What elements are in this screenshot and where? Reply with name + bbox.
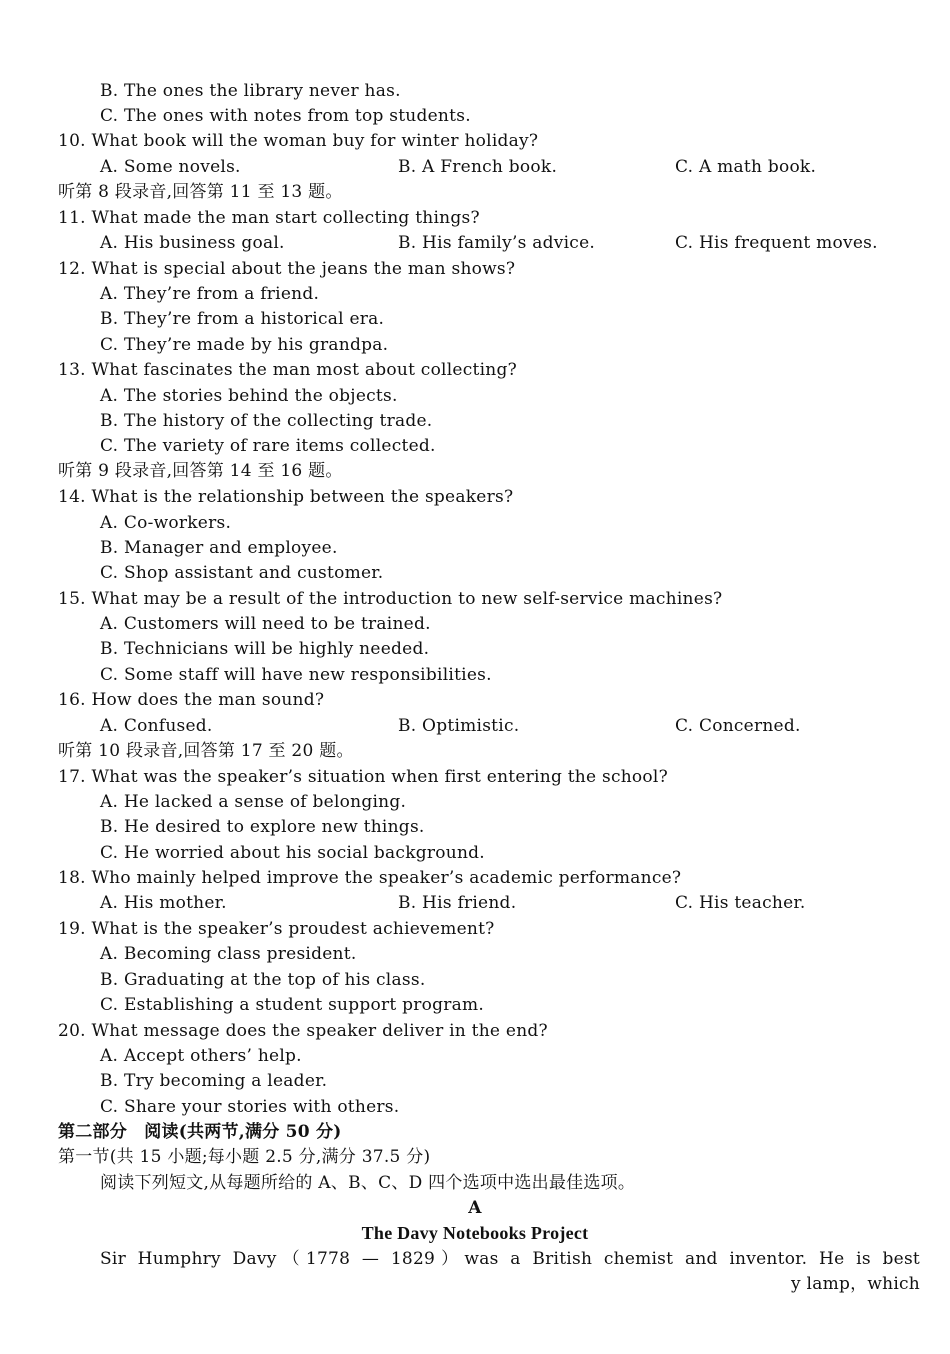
option-12a: A. They’re from a friend.	[100, 284, 320, 304]
question-20: 20. What message does the speaker deliver in the end?	[58, 1021, 548, 1041]
option-13b: B. The history of the collecting trade.	[100, 411, 433, 431]
option-20b: B. Try becoming a leader.	[100, 1071, 328, 1091]
option-14a: A. Co-workers.	[100, 513, 232, 533]
reading-instruction: 阅读下列短文,从每题所给的 A、B、C、D 四个选项中选出最佳选项。	[100, 1173, 636, 1193]
option-17c: C. He worried about his social background.	[100, 843, 485, 863]
passage-title: The Davy Notebooks Project	[361, 1223, 589, 1243]
part-two-heading: 第二部分 阅读(共两节,满分 50 分)	[58, 1122, 342, 1142]
option-13c: C. The variety of rare items collected.	[100, 436, 436, 456]
option-15b: B. Technicians will be highly needed.	[100, 639, 430, 659]
option-18c: C. His teacher.	[675, 893, 806, 913]
option-12c: C. They’re made by his grandpa.	[100, 335, 389, 355]
question-16: 16. How does the man sound?	[58, 690, 325, 710]
option-16b: B. Optimistic.	[398, 716, 520, 736]
section-instruction-10: 听第 10 段录音,回答第 17 至 20 题。	[58, 741, 354, 761]
option-16a: A. Confused.	[100, 716, 213, 736]
option-10a: A. Some novels.	[100, 157, 241, 177]
option-12b: B. They’re from a historical era.	[100, 309, 385, 329]
section-one-heading: 第一节(共 15 小题;每小题 2.5 分,满分 37.5 分)	[58, 1147, 431, 1167]
option-18a: A. His mother.	[100, 893, 227, 913]
option-18b: B. His friend.	[398, 893, 517, 913]
option-10b: B. A French book.	[398, 157, 558, 177]
option-20c: C. Share your stories with others.	[100, 1097, 400, 1117]
option-9b: B. The ones the library never has.	[100, 81, 401, 101]
passage-letter: A	[468, 1198, 482, 1218]
option-11c: C. His frequent moves.	[675, 233, 878, 253]
question-18: 18. Who mainly helped improve the speaker’s academic performance?	[58, 868, 682, 888]
option-13a: A. The stories behind the objects.	[100, 386, 398, 406]
option-20a: A. Accept others’ help.	[100, 1046, 302, 1066]
option-14c: C. Shop assistant and customer.	[100, 563, 384, 583]
question-11: 11. What made the man start collecting things?	[58, 208, 480, 228]
option-15c: C. Some staff will have new responsibilities.	[100, 665, 492, 685]
option-17b: B. He desired to explore new things.	[100, 817, 425, 837]
option-17a: A. He lacked a sense of belonging.	[100, 792, 407, 812]
option-11b: B. His family’s advice.	[398, 233, 596, 253]
option-14b: B. Manager and employee.	[100, 538, 338, 558]
option-16c: C. Concerned.	[675, 716, 801, 736]
passage-line-1: Sir Humphry Davy（1778 — 1829）was a British chemist and inventor. He is best	[100, 1249, 920, 1269]
question-17: 17. What was the speaker’s situation when first entering the school?	[58, 767, 668, 787]
question-10: 10. What book will the woman buy for winter holiday?	[58, 131, 539, 151]
question-14: 14. What is the relationship between the speakers?	[58, 487, 514, 507]
option-19a: A. Becoming class president.	[100, 944, 357, 964]
option-9c: C. The ones with notes from top students.	[100, 106, 471, 126]
option-11a: A. His business goal.	[100, 233, 285, 253]
question-15: 15. What may be a result of the introduction to new self-service machines?	[58, 589, 723, 609]
section-instruction-9: 听第 9 段录音,回答第 14 至 16 题。	[58, 461, 343, 481]
option-19b: B. Graduating at the top of his class.	[100, 970, 426, 990]
option-19c: C. Establishing a student support program.	[100, 995, 485, 1015]
question-13: 13. What fascinates the man most about collecting?	[58, 360, 517, 380]
question-19: 19. What is the speaker’s proudest achievement?	[58, 919, 495, 939]
option-15a: A. Customers will need to be trained.	[100, 614, 431, 634]
option-10c: C. A math book.	[675, 157, 817, 177]
passage-line-2: y lamp，which	[791, 1274, 920, 1294]
question-12: 12. What is special about the jeans the man shows?	[58, 259, 516, 279]
section-instruction-8: 听第 8 段录音,回答第 11 至 13 题。	[58, 182, 343, 202]
